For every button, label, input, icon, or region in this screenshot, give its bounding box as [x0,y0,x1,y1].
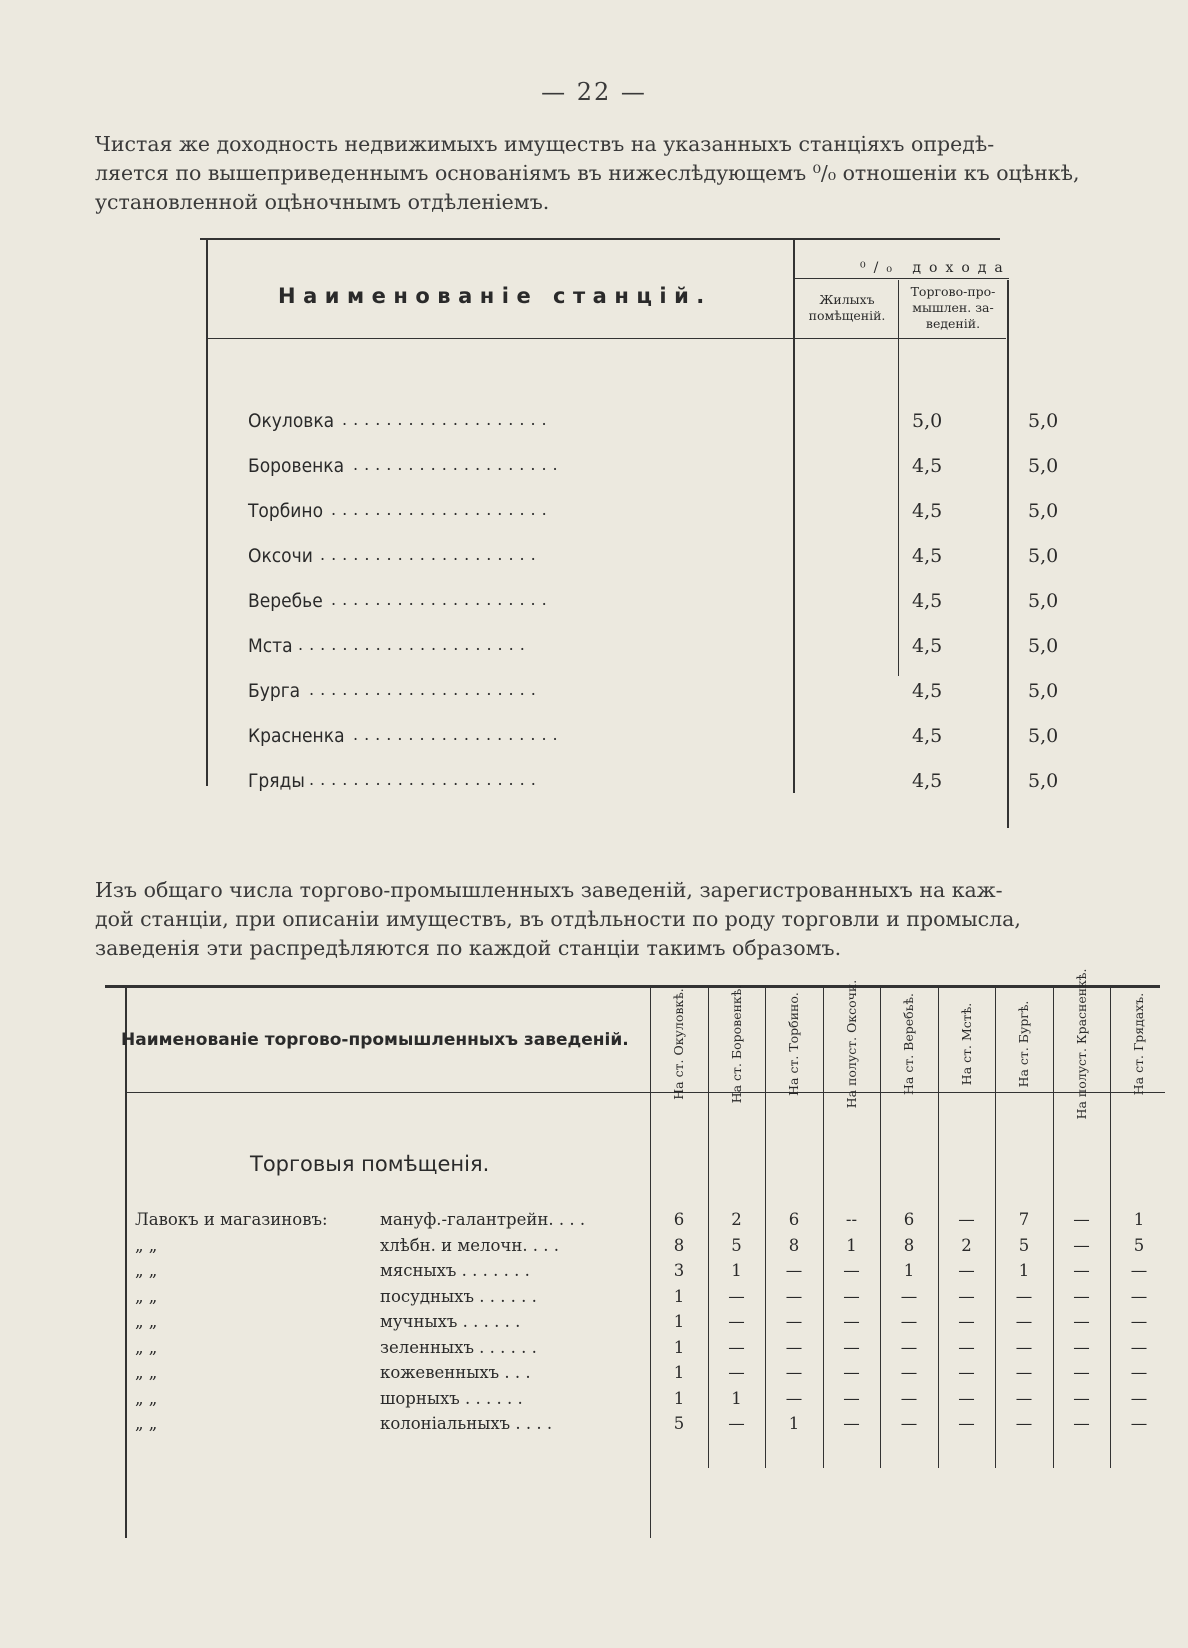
count-cell: — [728,1337,745,1357]
count-cell: — [1073,1388,1090,1408]
trade-value: 5,0 [1028,680,1059,702]
leader-dots: .................... [320,545,542,564]
table-row [115,1312,1173,1336]
paragraph-distribution [95,876,1160,963]
establishments-table [115,968,1173,1540]
count-cell: — [958,1261,975,1280]
table-row [115,1210,1173,1234]
station-name: Боровенка [248,455,345,477]
income-percent-table [210,240,1059,830]
station-name: Красненка [248,725,345,747]
count-cell: 5 [673,1414,685,1433]
count-cell: — [900,1337,918,1357]
trade-value: 5,0 [1028,635,1059,657]
count-cell: — [958,1388,975,1408]
count-cell: — [1130,1414,1148,1433]
count-cell: 6 [673,1210,685,1229]
dwellings-value: 4,5 [912,770,943,792]
count-cell: — [958,1363,975,1382]
count-cell: — [843,1337,860,1357]
count-cell: — [1130,1363,1148,1382]
column-header-station [941,994,993,1094]
table-row [115,1389,1173,1413]
table-row [115,1261,1173,1285]
count-cell: 1 [673,1337,685,1357]
count-cell: 1 [1018,1261,1030,1280]
count-cell: — [1015,1286,1033,1306]
count-cell: 8 [903,1235,915,1255]
dwellings-value: 5,0 [912,410,943,432]
column-header-label: На ст. Веребьѣ. [901,992,916,1096]
column-header-station [1113,994,1165,1094]
count-cell: 1 [731,1261,742,1280]
paragraph-line: Изъ общаго числа торгово-промышленныхъ заведеній, зарегистрованныхъ на каж- [95,878,1003,902]
count-cell: 6 [903,1210,915,1229]
count-cell: 5 [1018,1235,1030,1255]
count-cell: 1 [846,1235,857,1255]
column-header-station: Наименованіе станцій. [278,284,712,308]
station-name: Веребье [248,590,323,612]
count-cell: — [1130,1261,1148,1280]
count-cell: 1 [788,1414,800,1433]
count-cell: — [900,1312,918,1331]
count-cell: — [1130,1286,1148,1306]
establishment-group: „ „ [135,1286,158,1306]
count-cell: — [1130,1337,1148,1357]
count-cell: — [785,1312,803,1331]
count-cell: — [900,1414,918,1433]
count-cell: — [1015,1363,1033,1382]
establishment-group: „ „ [135,1261,158,1280]
count-cell: 5 [1133,1235,1145,1255]
table-rule [206,238,208,786]
count-cell: 1 [731,1388,742,1408]
table-row [115,1414,1173,1438]
station-name: Бурга [248,680,301,702]
establishment-type: хлѣбн. и мелочн. . . . [380,1235,560,1255]
paragraph-intro [95,130,1160,217]
count-cell: — [843,1286,860,1306]
leader-dots: ................... [342,410,553,429]
count-cell: — [900,1388,918,1408]
establishment-group: „ „ [135,1414,158,1433]
count-cell: — [1130,1388,1148,1408]
establishment-group: „ „ [135,1235,158,1255]
establishment-group: „ „ [135,1337,158,1357]
count-cell: — [900,1286,918,1306]
establishment-type: мясныхъ . . . . . . . [380,1261,530,1280]
table-rule [200,238,1000,240]
table-row [115,1338,1173,1362]
column-header-label: На ст. Боровенкѣ. [728,984,744,1104]
dwellings-value: 4,5 [912,590,943,612]
column-header-station [826,979,878,1109]
count-cell: — [900,1363,918,1382]
trade-value: 5,0 [1028,455,1059,477]
establishment-type: мануф.-галантрейн. . . . [380,1210,586,1229]
station-name: Мста [248,635,293,657]
column-header-label: На ст. Мстѣ. [958,1002,974,1086]
paragraph-line: установленной оцѣночнымъ отдѣленіемъ. [95,190,550,214]
count-cell: — [1015,1388,1033,1408]
count-cell: — [843,1414,860,1433]
table-row [115,1236,1173,1260]
establishment-type: кожевенныхъ . . . [380,1363,531,1382]
count-cell: 1 [673,1363,685,1382]
column-header-label: На ст. Бургѣ. [1016,1000,1031,1088]
dwellings-value: 4,5 [912,455,943,477]
dwellings-value: 4,5 [912,500,943,522]
count-cell: — [958,1312,975,1331]
count-cell: — [1073,1414,1090,1433]
column-header-label: На ст. Грядахъ. [1131,992,1146,1096]
count-cell: — [958,1286,975,1306]
column-header-label: На ст. Торбино. [786,992,801,1096]
count-cell: — [958,1337,975,1357]
count-cell: — [1015,1337,1033,1357]
count-cell: 2 [731,1210,742,1229]
count-cell: — [785,1388,803,1408]
column-header-label: На полуст. Красненкѣ. [1073,968,1089,1120]
count-cell: — [785,1261,803,1280]
paragraph-line: дой станціи, при описаніи имуществъ, въ отдѣльности по роду торговли и промысла, [95,907,1021,931]
count-cell: 1 [673,1286,685,1306]
column-header-dwellings: Жилыхъ помѣщеній. [808,292,886,323]
count-cell: — [728,1286,745,1306]
paragraph-line: Чистая же доходность недвижимыхъ имуществъ на указанныхъ станціяхъ опредѣ- [95,132,995,156]
count-cell: — [1073,1210,1090,1229]
column-header-label: На полуст. Оксочи. [843,979,859,1109]
count-cell: — [843,1388,860,1408]
page-number: — 22 — [541,78,647,106]
count-cell: — [1073,1337,1090,1357]
count-cell: — [785,1286,803,1306]
station-name: Оксочи [248,545,313,567]
count-cell: — [843,1363,860,1382]
establishment-group: „ „ [135,1363,158,1382]
count-cell: 1 [673,1388,685,1408]
column-header-trade: Торгово-про-мышлен. за-веденій. [910,284,996,331]
count-cell: — [958,1414,975,1433]
leader-dots: ................... [353,725,564,744]
trade-value: 5,0 [1028,545,1059,567]
count-cell: — [728,1312,745,1331]
leader-dots: ..................... [309,770,542,789]
establishment-type: посудныхъ . . . . . . [380,1286,537,1306]
establishment-type: мучныхъ . . . . . . [380,1312,521,1331]
table-rule [898,280,899,676]
establishment-type: шорныхъ . . . . . . [380,1388,523,1408]
table-rule [105,985,1160,988]
establishment-group: „ „ [135,1388,158,1408]
column-header-label: На ст. Окуловкѣ. [671,988,686,1100]
dwellings-value: 4,5 [912,545,943,567]
count-cell: 3 [673,1261,685,1280]
dwellings-value: 4,5 [912,680,943,702]
count-cell: 1 [673,1312,685,1331]
column-header-station [653,988,705,1100]
station-name: Гряды [248,770,305,792]
count-cell: — [958,1210,975,1229]
leader-dots: ..................... [298,635,531,654]
column-header-station [711,984,763,1104]
count-cell: -- [845,1210,858,1229]
trade-value: 5,0 [1028,590,1059,612]
count-cell: — [1073,1363,1090,1382]
leader-dots: ................... [353,455,564,474]
table-rule [1007,280,1009,828]
table-row [115,1363,1173,1387]
count-cell: — [728,1363,745,1382]
table-row [115,1287,1173,1311]
trade-value: 5,0 [1028,500,1059,522]
column-header-station [883,994,935,1094]
count-cell: — [1073,1286,1090,1306]
station-name: Торбино [248,500,324,522]
count-cell: — [1015,1312,1033,1331]
table-rule [793,238,795,793]
table-rule [793,278,1009,279]
count-cell: — [1073,1235,1090,1255]
count-cell: — [1073,1261,1090,1280]
section-title: Торговыя помѣщенія. [250,1152,490,1176]
count-cell: — [843,1312,860,1331]
dwellings-value: 4,5 [912,725,943,747]
count-cell: — [843,1261,860,1280]
station-name: Окуловка [248,410,335,432]
establishment-type: колоніальныхъ . . . . [380,1414,553,1433]
trade-value: 5,0 [1028,770,1059,792]
paragraph-line: ляется по вышеприведеннымъ основаніямъ въ нижеслѣдующемъ ⁰/₀ отношеніи къ оцѣнкѣ, [95,161,1080,185]
count-cell: — [1015,1414,1033,1433]
count-cell: 7 [1018,1210,1030,1229]
count-cell: 8 [788,1235,800,1255]
column-header-station [768,994,820,1094]
count-cell: — [728,1414,745,1433]
table-rule [206,338,1006,339]
count-cell: 5 [731,1235,742,1255]
count-cell: 6 [788,1210,800,1229]
establishment-type: зеленныхъ . . . . . . [380,1337,537,1357]
count-cell: — [785,1363,803,1382]
leader-dots: ..................... [309,680,542,699]
count-cell: 8 [673,1235,685,1255]
column-header-establishments: Наименованіе торгово-промышленныхъ заведеній. [121,1030,629,1050]
dwellings-value: 4,5 [912,635,943,657]
count-cell: — [1130,1312,1148,1331]
count-cell: 2 [961,1235,972,1255]
trade-value: 5,0 [1028,410,1059,432]
establishment-group: Лавокъ и магазиновъ: [135,1210,328,1229]
column-header-station [1056,968,1108,1120]
column-header-station [998,994,1050,1094]
column-header-income: ⁰/₀ дохода [860,260,1011,276]
establishment-group: „ „ [135,1312,158,1331]
count-cell: — [785,1337,803,1357]
count-cell: 1 [1133,1210,1145,1229]
count-cell: 1 [903,1261,915,1280]
paragraph-line: заведенія эти распредѣляются по каждой станціи такимъ образомъ. [95,936,842,960]
leader-dots: .................... [331,500,553,519]
count-cell: — [1073,1312,1090,1331]
trade-value: 5,0 [1028,725,1059,747]
leader-dots: .................... [331,590,553,609]
